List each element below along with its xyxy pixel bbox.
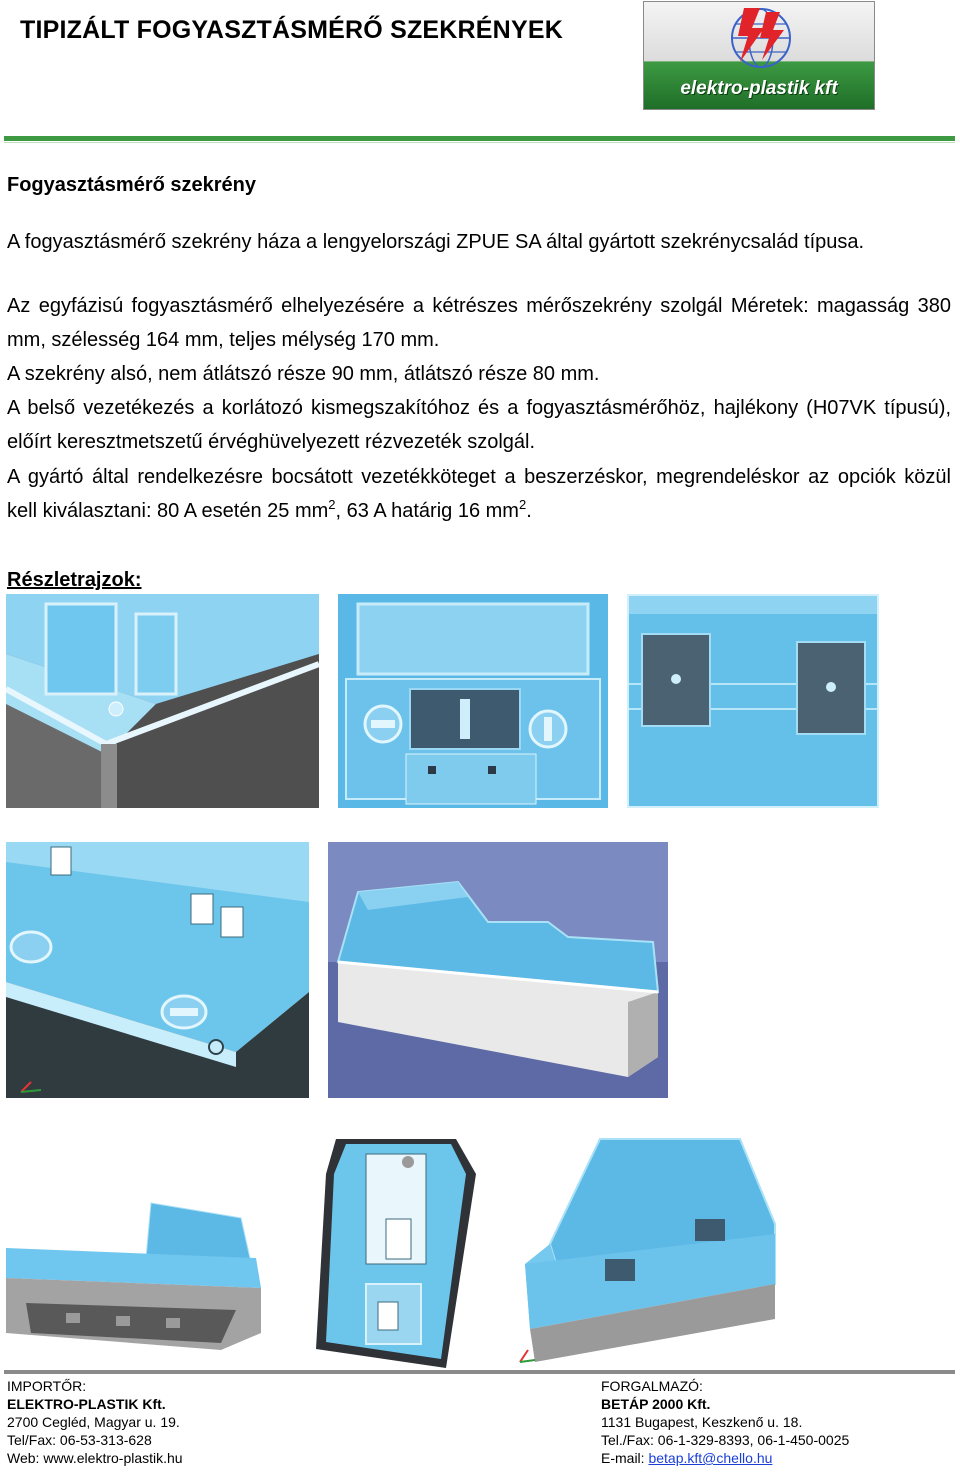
footer-divider <box>4 1370 955 1374</box>
distributor-email-link[interactable]: betap.kft@chello.hu <box>648 1450 773 1466</box>
importer-label: IMPORTŐR: <box>7 1378 87 1394</box>
render-angled-lid-view <box>6 842 309 1098</box>
header-divider-shadow <box>4 142 955 143</box>
importer-name: ELEKTRO-PLASTIK Kft. <box>7 1396 166 1412</box>
paragraph-wiring: A belső vezetékezés a korlátozó kismegszakítóhoz és a fogyasztásmérőhöz, hajlékony (H07VK típusú), előírt keresztmetszetű érvéghüvelyezett rézvezeték szolgál. <box>7 397 951 453</box>
render-vertical-inner-view <box>306 1134 492 1368</box>
distributor-label: FORGALMAZÓ: <box>601 1378 703 1394</box>
importer-address: 2700 Cegléd, Magyar u. 19. <box>7 1414 180 1430</box>
render-mounting-plates <box>627 594 879 808</box>
header-divider <box>4 136 955 141</box>
render-top-view-meter-plate <box>338 594 608 808</box>
distributor-phone: Tel./Fax: 06-1-329-8393, 06-1-450-0025 <box>601 1432 850 1448</box>
paragraph-housing: A fogyasztásmérő szekrény háza a lengyelországi ZPUE SA által gyártott szekrénycsalád típusa. <box>7 231 865 253</box>
company-logo <box>643 1 875 110</box>
paragraph-wire-harness <box>7 460 951 528</box>
page-title: TIPIZÁLT FOGYASZTÁSMÉRŐ SZEKRÉNYEK <box>20 16 563 44</box>
p5-text-a: A gyártó által rendelkezésre bocsátott vezetékköteget a beszerzéskor, megrendeléskor az opciók közül kell kiválasztani: 80 A esetén 25 mm <box>7 466 951 522</box>
distributor-email-label: E-mail: <box>601 1450 649 1466</box>
details-heading: Részletrajzok: <box>7 569 142 591</box>
render-full-cabinet <box>328 842 668 1098</box>
section-heading: Fogyasztásmérő szekrény <box>7 174 257 196</box>
logo-text: elektro-plastik kft <box>680 78 838 99</box>
p5-text-c: . <box>526 500 532 522</box>
footer-distributor <box>601 1377 849 1467</box>
render-bottom-view <box>6 1138 262 1368</box>
p5-superscript-2: 2 <box>518 497 527 512</box>
paragraph-dimensions: Az egyfázisú fogyasztásmérő elhelyezésére a kétrészes mérőszekrény szolgál Méretek: magasság 380 mm, szélesség 164 mm, teljes mélység 170 mm. <box>7 295 951 351</box>
paragraph-parts: A szekrény alsó, nem átlátszó része 90 mm, átlátszó része 80 mm. <box>7 363 600 385</box>
p5-text-b: , 63 A határig 16 mm <box>335 500 519 522</box>
distributor-email-row <box>601 1449 849 1467</box>
importer-phone: Tel/Fax: 06-53-313-628 <box>7 1432 152 1448</box>
p5-superscript-1: 2 <box>328 497 336 512</box>
footer-importer <box>7 1377 183 1467</box>
render-transparent-lid-view <box>510 1134 778 1368</box>
distributor-name: BETÁP 2000 Kft. <box>601 1396 711 1412</box>
render-corner-detail <box>6 594 319 808</box>
distributor-address: 1131 Bugapest, Keszkenő u. 18. <box>601 1414 803 1430</box>
importer-web: Web: www.elektro-plastik.hu <box>7 1450 183 1466</box>
